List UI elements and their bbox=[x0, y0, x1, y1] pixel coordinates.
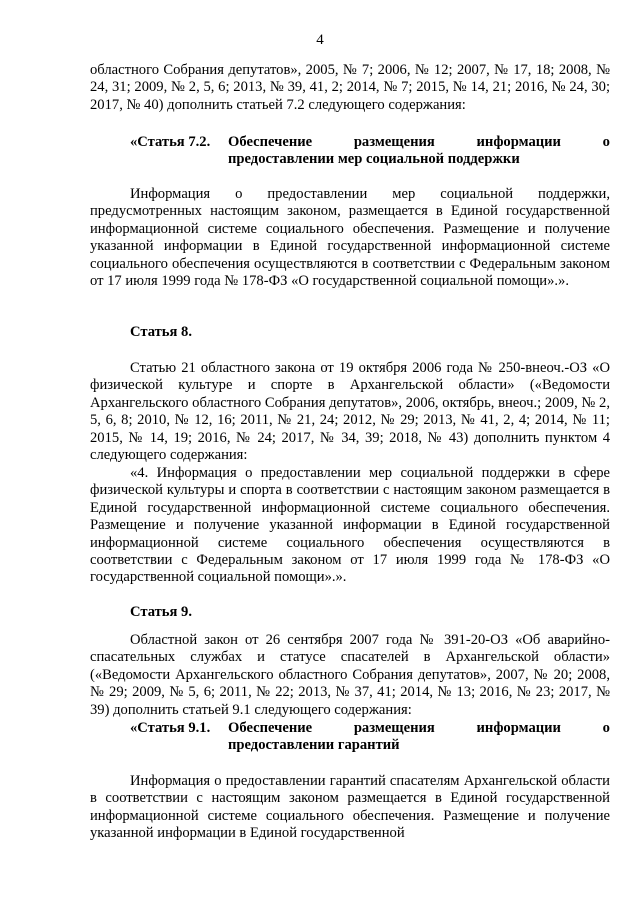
article-9-1-title-word: о bbox=[602, 720, 610, 736]
article-7-2-title-line2: предоставлении мер социальной поддержки bbox=[228, 151, 520, 168]
article-9-1-title-word: размещения bbox=[353, 720, 435, 736]
article-7-2-title-word: информации bbox=[476, 134, 561, 150]
article-8-paragraph: Статью 21 областного закона от 19 октября 2006 года № 250-внеоч.-ОЗ «О физической культуре и спорте в Архангельской области» («Ведомости Архангельского областного Собрания депутатов», 2006, октябрь, внеоч.; 2009, № 2, 5, 6, 8; 2010, № 12, 16; 2011, № 21, 24; 2012, № 29; 2013, № 41, 2, 4; 2014, № 11; 2015, № 14, 19; 2016, № 24; 2017, № 34, 39; 2018, № 43) дополнить пунктом 4 следующего содержания: bbox=[90, 360, 610, 464]
article-9-1-heading bbox=[130, 720, 610, 755]
article-7-2-label: «Статья 7.2. bbox=[130, 134, 211, 150]
article-9-1-title-word: Обеспечение bbox=[228, 720, 313, 736]
article-9-1-title-line2: предоставлении гарантий bbox=[228, 737, 400, 754]
article-9-1-body: Информация о предоставлении гарантий спасателям Архангельской области в соответствии с настоящим законом размещается в Единой государственной информационной системе социального обеспечения. Размещение и получение указанной информации в Единой государственной bbox=[90, 773, 610, 842]
article-7-2-title-word: размещения bbox=[353, 134, 435, 150]
page-number: 4 bbox=[316, 32, 324, 48]
article-7-2-body: Информация о предоставлении мер социальной поддержки, предусмотренных настоящим законом, размещается в Единой государственной информационной системе социального обеспечения. Размещение и получение указанной информации в Единой государственной информационной системе социального обеспечения осуществляются в соответствии с Федеральным законом от 17 июля 1999 года № 178-ФЗ «О государственной социальной помощи».». bbox=[90, 186, 610, 290]
article-7-2-title-word: Обеспечение bbox=[228, 134, 313, 150]
article-7-2-heading bbox=[130, 134, 610, 169]
intro-paragraph: областного Собрания депутатов», 2005, № 7; 2006, № 12; 2007, № 17, 18; 2008, № 24, 31; 2009, № 2, 5, 6; 2013, № 39, 41, 2; 2014, № 7; 2015, № 14, 21; 2016, № 24, 30; 2017, № 40) дополнить статьей 7.2 следующего содержания: bbox=[90, 62, 610, 113]
article-7-2-title-word: о bbox=[602, 134, 610, 150]
article-9-paragraph: Областной закон от 26 сентября 2007 года № 391-20-ОЗ «Об аварийно-спасательных службах и статусе спасателей в Архангельской области» («Ведомости Архангельского областного Собрания депутатов», 2007, № 20; 2008, № 29; 2009, № 5, 6; 2011, № 22; 2013, № 37, 41; 2014, № 13; 2016, № 23; 2017, № 39) дополнить статьей 9.1 следующего содержания: bbox=[90, 632, 610, 718]
article-8-point-4: «4. Информация о предоставлении мер социальной поддержки в сфере физической культуры и спорта в соответствии с настоящим законом размещается в Единой государственной информационной системе социального обеспечения. Размещение и получение указанной информации в Единой государственной информационной системе социального обеспечения осуществляются в соответствии с Федеральным законом от 17 июля 1999 года № 178-ФЗ «О государственной социальной помощи».». bbox=[90, 465, 610, 586]
article-9-1-label: «Статья 9.1. bbox=[130, 720, 211, 736]
article-8-heading: Статья 8. bbox=[130, 324, 192, 340]
article-9-heading: Статья 9. bbox=[130, 604, 192, 620]
article-9-1-title-word: информации bbox=[476, 720, 561, 736]
